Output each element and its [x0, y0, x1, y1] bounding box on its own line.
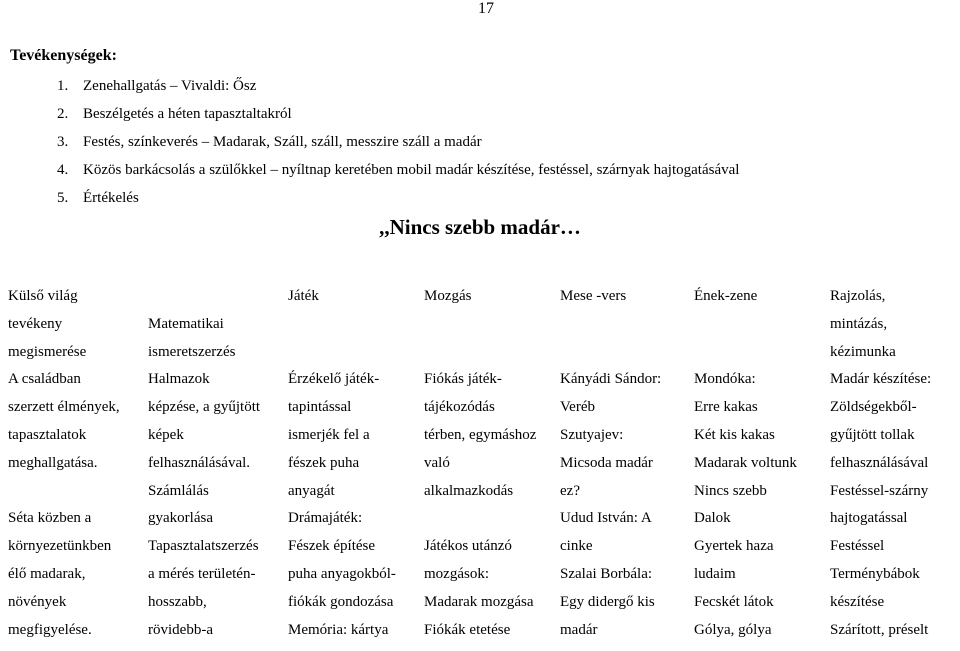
table-cell: rövidebb-a: [148, 621, 213, 638]
list-item-number: 5.: [57, 190, 69, 206]
table-cell: képek: [148, 426, 184, 443]
table-cell: Két kis kakas: [694, 426, 775, 443]
table-cell: fiókák gondozása: [288, 593, 394, 610]
table-cell: ludaim: [694, 565, 736, 582]
table-cell: A családban: [8, 371, 81, 388]
table-cell: fészek puha: [288, 454, 360, 471]
table-cell: ez?: [560, 482, 580, 499]
table-cell: felhasználásával: [830, 454, 929, 471]
table-cell: anyagát: [288, 482, 335, 499]
page-number: 17: [478, 0, 494, 17]
table-cell: gyakorlása: [148, 510, 213, 527]
table-cell: Dalok: [694, 510, 731, 527]
table-cell: Rajzolás,: [830, 288, 886, 304]
table-cell: Madár készítése:: [830, 371, 932, 388]
table-cell: Fecskét látok: [694, 593, 774, 610]
table-cell: Mozgás: [424, 288, 472, 304]
table-cell: gyűjtött tollak: [830, 426, 915, 443]
table-cell: Terménybábok: [830, 565, 920, 582]
table-cell: Veréb: [560, 399, 595, 416]
table-cell: Szárított, préselt: [830, 621, 929, 638]
list-item-text: Beszélgetés a héten tapasztaltakról: [83, 106, 292, 122]
table-cell: Gyertek haza: [694, 538, 774, 555]
table-cell: Kányádi Sándor:: [560, 371, 662, 388]
table-cell: való: [424, 454, 450, 471]
table-cell: térben, egymáshoz: [424, 426, 537, 443]
table-cell: [424, 505, 536, 533]
table-cell: [424, 339, 536, 367]
table-cell: Zöldségekből-: [830, 399, 917, 416]
table-cell: Matematikai: [148, 315, 224, 332]
table-cell: meghallgatása.: [8, 454, 98, 471]
table-cell: tapintással: [288, 399, 352, 416]
list-item-text: Zenehallgatás – Vivaldi: Ősz: [83, 78, 257, 94]
table-cell: megismerése: [8, 343, 87, 360]
table-cell: Külső világ: [8, 288, 78, 304]
list-item-text: Közös barkácsolás a szülőkkel – nyíltnap keretében mobil madár készítése, festéssel, szárnyak hajtogatásával: [83, 162, 740, 178]
table-cell: alkalmazkodás: [424, 482, 514, 499]
table-cell: Mondóka:: [694, 371, 756, 388]
table-cell: Számlálás: [148, 482, 209, 499]
table-cell: Festéssel: [830, 538, 885, 555]
table-cell: Mese -vers: [560, 288, 627, 304]
table-cell: Festéssel-szárny: [830, 482, 929, 499]
table-cell: Micsoda madár: [560, 454, 653, 471]
list-item-number: 3.: [57, 134, 69, 150]
table-cell: tevékeny: [8, 315, 63, 332]
activities-heading: Tevékenységek:: [10, 47, 117, 64]
page-title: ,,Nincs szebb madár…: [379, 215, 581, 239]
table-cell: hajtogatással: [830, 510, 908, 527]
table-column-matematikai: [148, 283, 260, 644]
table-cell: Gólya, gólya: [694, 621, 772, 638]
table-cell: tapasztalatok: [8, 426, 87, 443]
table-cell: Madarak mozgása: [424, 593, 534, 610]
table-cell: Ének-zene: [694, 288, 758, 304]
table-cell: Tapasztalatszerzés: [148, 538, 259, 555]
table-cell: madár: [560, 621, 598, 638]
table-cell: [560, 311, 661, 339]
table-cell: megfigyelése.: [8, 621, 92, 638]
table-cell: [148, 283, 260, 311]
table-column-rajzolas: [830, 283, 931, 644]
table-cell: [8, 478, 120, 506]
table-cell: Memória: kártya: [288, 621, 389, 638]
table-cell: Fiókás játék-: [424, 371, 502, 388]
table-cell: Szalai Borbála:: [560, 565, 653, 582]
table-cell: Udud István: A: [560, 510, 652, 527]
table-cell: [288, 339, 396, 367]
table-cell: [288, 311, 396, 339]
table-column-enek-zene: [694, 283, 797, 644]
table-cell: növények: [8, 593, 67, 610]
table-cell: felhasználásával.: [148, 454, 251, 471]
table-cell: Szutyajev:: [560, 426, 624, 443]
list-item-text: Festés, színkeverés – Madarak, Száll, száll, messzire száll a madár: [83, 134, 482, 150]
table-cell: Madarak voltunk: [694, 454, 797, 471]
table-cell: Séta közben a: [8, 510, 92, 527]
table-cell: Egy didergő kis: [560, 593, 655, 610]
table-cell: a mérés területén-: [148, 565, 256, 582]
table-cell: ismerjék fel a: [288, 426, 370, 443]
table-cell: szerzett élmények,: [8, 399, 120, 416]
table-cell: [424, 311, 536, 339]
table-cell: [694, 311, 797, 339]
table-cell: puha anyagokból-: [288, 565, 396, 582]
table-cell: Halmazok: [148, 371, 210, 388]
table-column-mozgas: [424, 283, 536, 644]
table-column-jatek: [288, 283, 396, 644]
table-cell: Játékos utánzó: [424, 538, 512, 555]
table-cell: környezetünkben: [8, 538, 112, 555]
table-cell: mintázás,: [830, 315, 888, 332]
table-cell: Nincs szebb: [694, 482, 767, 499]
list-item-number: 4.: [57, 162, 69, 178]
table-column-mese-vers: [560, 283, 661, 644]
table-cell: hosszabb,: [148, 593, 207, 610]
table-cell: Drámajáték:: [288, 510, 363, 527]
table-cell: Játék: [288, 288, 319, 304]
table-cell: mozgások:: [424, 565, 489, 582]
table-cell: tájékozódás: [424, 399, 495, 416]
list-item-text: Értékelés: [83, 190, 139, 206]
table-cell: Erre kakas: [694, 399, 758, 416]
list-item-number: 2.: [57, 106, 69, 122]
list-item-number: 1.: [57, 78, 69, 94]
table-cell: készítése: [830, 593, 885, 610]
table-cell: élő madarak,: [8, 565, 86, 582]
table-column-kulso-vilag: [8, 283, 120, 644]
table-cell: ismeretszerzés: [148, 343, 236, 360]
table-cell: Fészek építése: [288, 538, 376, 555]
table-cell: Fiókák etetése: [424, 621, 511, 638]
table-cell: képzése, a gyűjtött: [148, 399, 261, 416]
table-cell: kézimunka: [830, 343, 896, 360]
table-cell: Érzékelő játék-: [288, 371, 380, 388]
table-cell: [694, 339, 797, 367]
table-cell: [560, 339, 661, 367]
table-cell: cinke: [560, 538, 593, 555]
